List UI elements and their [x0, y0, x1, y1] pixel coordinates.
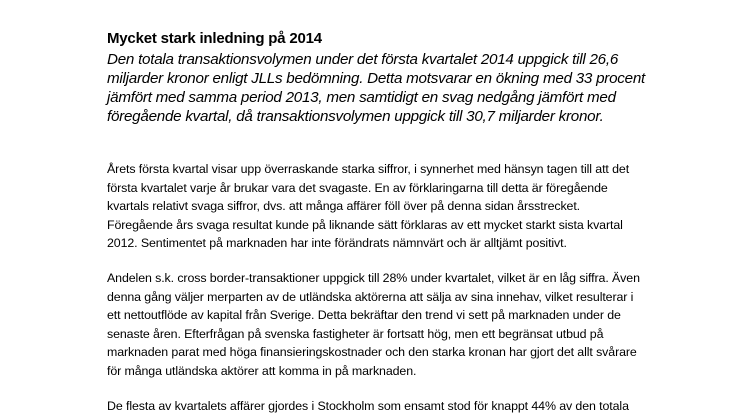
headline: Mycket stark inledning på 2014 — [107, 30, 322, 47]
body-paragraph-2: Andelen s.k. cross border-transaktioner uppgick till 28% under kvartalet, vilket är en låg siffra. Även denna gång väljer merparten av de utländska aktörerna att sälja av sina innehav, vilket resulterar i ett nettoutflöde av kapital från Sverige. Detta bekräftar den trend vi sett på marknaden under de senaste åren. Efterfrågan på svenska fastigheter är fortsatt hög, men ett begränsat utbud på marknaden parat med höga finansieringskostnader och den starka kronan har gjort det allt svårare för många utländska aktörer att komma in på marknaden. — [107, 270, 640, 378]
document-page — [107, 30, 647, 415]
body-paragraph-3: De flesta av kvartalets affärer gjordes i Stockholm som ensamt stod för knappt 44% av den totala — [107, 398, 629, 413]
body-paragraph-1: Årets första kvartal visar upp överraskande starka siffror, i synnerhet med hänsyn tagen till att det första kvartalet varje år brukar vara det svagaste. En av förklaringarna till detta är föregående kvartals relativt svaga siffror, dvs. att många affärer föll över på denna sidan årsstrecket. Föregående års svaga resultat kunde på liknande sätt förklaras av ett mycket starkt sista kvartal 2012. Sentimentet på marknaden har inte förändrats nämnvärt och är alltjämt positivt. — [107, 162, 630, 251]
lead-paragraph: Den totala transaktionsvolymen under det första kvartalet 2014 uppgick till 26,6 miljarder kronor enligt JLLs bedömning. Detta motsvarar en ökning med 33 procent jämfört med samma period 2013, men samtidigt en svag nedgång jämfört med föregående kvartal, då transaktionsvolymen uppgick till 30,7 miljarder kronor. — [107, 51, 646, 125]
